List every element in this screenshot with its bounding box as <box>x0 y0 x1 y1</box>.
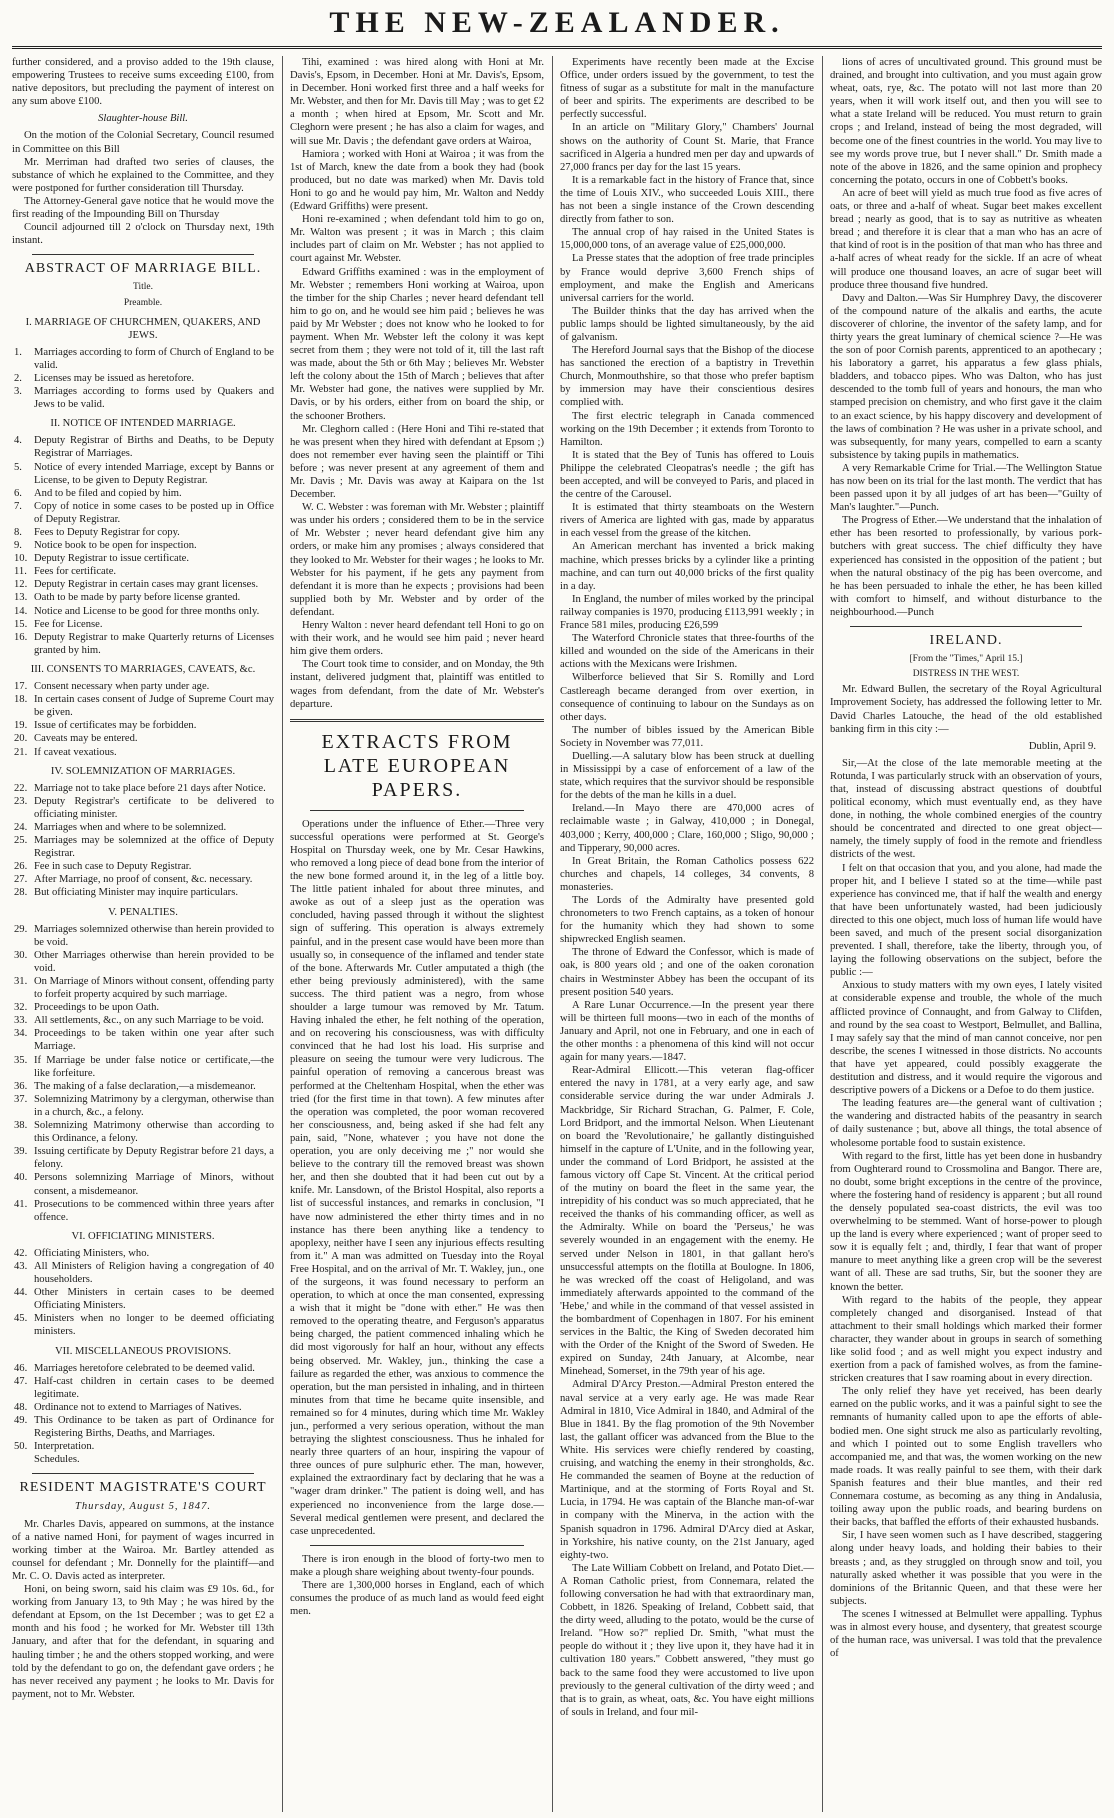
news-items <box>560 56 814 1719</box>
item-text: Deputy Registrar to make Quarterly returns of Licenses granted by him. <box>34 631 274 656</box>
paragraph: W. C. Webster : was foreman with Mr. Webster ; plaintiff was under his orders ; considered them to be in the service of Mr. Webster ; never heard defendant give him any orders, or make him any promises ; always considered that they looked to Mr. Webster for their wages ; he looks to Mr. Webster for his payment, if he gets any payment from defendant it is more than he expects ; provisions had been supplied both by Mr. Webster and by order of the defendant. <box>290 502 544 618</box>
section-item <box>14 782 274 795</box>
paragraph: Mr. Merriman had drafted two series of clauses, the substance of which he explained to the Committee, and they were postponed for further consideration till Thursday. <box>12 156 274 194</box>
paragraph: There are 1,300,000 horses in England, each of which consumes the produce of as much land as would feed eight men. <box>290 1580 544 1618</box>
paragraph: La Presse states that the adoption of free trade principles by France would deprive 3,600 French ships of employment, and make the English and Americans universal carriers for the world. <box>560 253 814 304</box>
paragraph: Henry Walton : never heard defendant tell Honi to go on with their work, and he would see him paid ; never heard him give them orders. <box>290 620 544 658</box>
paragraph: Tihi, examined : was hired along with Honi at Mr. Davis's, Epsom, in December. Honi at Mr. Davis's, Epsom, in December. Honi worked first three and a half weeks for Mr. Webster, and then for Mr. Davis till May ; was to get £2 a month ; when hired at Epsom, Mr. Scott and Mr. Cleghorn were present ; he has also a claim for wages, and will sue Mr. Davis ; the defendant gave orders at Wairoa, <box>290 57 544 147</box>
paragraph: A very Remarkable Crime for Trial.—The Wellington Statue has now been on its trial for the last month. The verdict that has been passed upon it by all judges of art has been—"Guilty of Man's laughter."—Punch. <box>830 462 1102 514</box>
section-item <box>14 539 274 552</box>
item-text: Proceedings to be taken within one year after such Marriage. <box>34 1028 274 1053</box>
item-text: Marriages heretofore celebrated to be deemed valid. <box>34 1362 255 1374</box>
paragraph: In an article on "Military Glory," Chambers' Journal shows on the authority of Count St. Marie, that France sacrificed in Algeria a hundred men per day and upwards of 27,000 francs per day for the last 15 years. <box>560 122 814 173</box>
item-text: Caveats may be entered. <box>34 733 138 745</box>
item-number: 46. <box>14 1362 28 1374</box>
section-item <box>14 500 274 526</box>
item-number: 33. <box>14 1015 28 1027</box>
item-number: 24. <box>14 821 28 833</box>
paragraph: Hamiora ; worked with Honi at Wairoa ; it was from the 1st of March, knew the date from a book they had (book produced, but no date was marked) when Mr. Davis told Honi to go and he would pay him, Mr. Walton and Neddy (Edward Griffiths) were present. <box>290 148 544 213</box>
section-item <box>14 1171 274 1197</box>
item-number: 45. <box>14 1313 28 1325</box>
item-number: 20. <box>14 733 28 745</box>
item-number: 40. <box>14 1172 28 1184</box>
paragraph: The Progress of Ether.—We understand that the inhalation of ether has been resorted to professionally, by various pork-butchers with great success. The chief difficulty they have experienced has consisted in the opposition of the patient ; but when the natural obstinacy of the pig has been overcome, and he has been persuaded to inhale the ether, he has been killed with comfort to himself, and without disturbance to the neighbourhood.—Punch <box>830 515 1102 618</box>
item-number: 13. <box>14 592 28 604</box>
item-text: In certain cases consent of Judge of Supreme Court may be given. <box>34 694 274 719</box>
section-item <box>14 385 274 411</box>
column-divider <box>822 56 823 1812</box>
paragraph: The Builder thinks that the day has arrived when the public lamps should be lighted simultaneously, by the aid of galvanism. <box>560 305 814 343</box>
item-text: Consent necessary when party under age. <box>34 681 210 693</box>
item-number: 43. <box>14 1260 28 1272</box>
item-number: 22. <box>14 782 28 794</box>
item-number: 6. <box>14 487 22 499</box>
section-item <box>14 732 274 745</box>
section-title: VII. MISCELLANEOUS PROVISIONS. <box>55 1345 231 1357</box>
item-text: Marriages solemnized otherwise than herein provided to be void. <box>34 923 274 948</box>
section-item <box>14 1401 274 1414</box>
section-item <box>14 746 274 759</box>
paragraph: There is iron enough in the blood of forty-two men to make a plough share weighing about twenty-four pounds. <box>290 1553 544 1578</box>
item-number: 42. <box>14 1247 28 1259</box>
item-number: 8. <box>14 527 22 538</box>
item-number: 15. <box>14 618 28 630</box>
item-text: This Ordinance to be taken as part of Ordinance for Registering Births, Deaths, and Marriages. <box>34 1415 274 1440</box>
column-1 <box>12 56 274 1812</box>
section-item <box>14 346 274 372</box>
item-number: 17. <box>14 681 28 693</box>
item-number: 10. <box>14 553 28 565</box>
section-item <box>14 834 274 860</box>
item-text: Prosecutions to be commenced within three years after offence. <box>34 1198 274 1223</box>
paragraph: It is a remarkable fact in the history of France that, since the time of Louis XIV., who succeeded Louis XIII., there has not been a single instance of the Crown descending directly from father to son. <box>560 174 814 226</box>
divider <box>32 1473 254 1474</box>
extracts-title: EXTRACTS FROM LATE EUROPEAN PAPERS. <box>321 730 513 801</box>
item-text: Marriage not to take place before 21 days after Notice. <box>34 782 266 794</box>
masthead: THE NEW-ZEALANDER. <box>329 6 785 39</box>
section-item <box>14 860 274 873</box>
item-text: Other Ministers in certain cases to be deemed Officiating Ministers. <box>34 1287 274 1312</box>
item-number: 38. <box>14 1120 28 1132</box>
section-title: II. NOTICE OF INTENDED MARRIAGE. <box>50 418 236 430</box>
section-title: I. MARRIAGE OF CHURCHMEN, QUAKERS, AND JEWS. <box>25 316 261 341</box>
column-divider <box>282 56 283 1812</box>
section-item <box>14 1027 274 1053</box>
paragraph: Rear-Admiral Ellicott.—This veteran flag-officer entered the navy in 1781, at a very early age, and saw considerable service during the war under Admirals J. Mackbridge, Sir Richard Strachan, G. Palmer, F. Cole, Lord Bridport, and the immortal Nelson. When Lieutenant on board the 'Revolutionaire,' he gallantly distinguished himself in the capture of L'Unite, and in the following year, under the command of Lord Bridport, he assisted at the famous victory off Cape St. Vincent. At the critical period of the mutiny on board the fleet in the same year, the intrepidity of his conduct was so much appreciated, that he received the thanks of his commanding officer, as well as the Admiralty. While on board the 'Perseus,' he was severely wounded in an engagement with the enemy. He served under Nelson in 1801, in that gallant hero's unsuccessful attempts on the flotilla at Boulogne. In 1806, he was wrecked off the coast of Heligoland, and was immediately afterwards appointed to the command of the 'Hebe,' and while in the command of that vessel assisted in the bombardment of Copenhagen in 1807. For his eminent services in the Baltic, the King of Sweden decorated him with the Order of the Knight of the Sword of Sweden. He expired on Sunday, 24th January, at Alcombe, near Minehead, Somerset, in the 79th year of his age. <box>560 1065 814 1378</box>
section-item <box>14 886 274 899</box>
item-text: If Marriage be under false notice or certificate,—the like forfeiture. <box>34 1054 274 1079</box>
section-item <box>14 605 274 618</box>
paragraph: The Waterford Chronicle states that three-fourths of the killed and wounded on the side of the Americans in their actions with the Mexicans were Irishmen. <box>560 633 814 671</box>
paragraph: The only relief they have yet received, has been dearly earned on the public works, and it was a painful sight to see the remnants of humanity called upon to ape the efforts of able-bodied men. One sight struck me also as particularly revolting, and which I pointed out to some English travellers who accompanied me, and that was, the women working on the new made roads. It was really painful to see them, with their dark Spanish features and their blue mantles, and their red Connemara costume, as becoming as any thing in Andalusia, toiling away upon the public roads, and bearing burdens on their backs, that baffled the efforts of their exhausted husbands. <box>830 1386 1102 1529</box>
item-text: Fees to Deputy Registrar for copy. <box>34 527 180 538</box>
paragraph: It is estimated that thirty steamboats on the Western rivers of America are lighted with gas, made by apparatus in each vessel from the grease of the kitchen. <box>560 502 814 540</box>
divider <box>310 1545 524 1546</box>
item-text: Proceedings to be upon Oath. <box>34 1002 160 1014</box>
section-item <box>14 434 274 460</box>
paragraph: Anxious to study matters with my own eyes, I lately visited at considerable expense and trouble, the whole of the much afflicted province of Connaught, and from Galway to Clifden, and round by the sea coast to Westport, Belmullet, and Ballina, I may safely say that the mind of man cannot conceive, nor pen describe, the scenes I witnessed in those districts. No accounts that have yet appeared, could possibly exaggerate the destitution and distress, and it would require the vigorous and descriptive powers of a Dickens or a Defoe to do them justice. <box>830 980 1102 1097</box>
section-item <box>14 1119 274 1145</box>
section-item <box>14 1312 274 1338</box>
item-number: 36. <box>14 1080 28 1092</box>
item-number: 3. <box>14 386 22 398</box>
letter-paragraphs <box>830 757 1102 1660</box>
item-number: 16. <box>14 631 28 643</box>
item-text: If caveat vexatious. <box>34 746 117 758</box>
continued-text: further considered, and a proviso added to the 19th clause, empowering Trustees to receive sums exceeding £100, from native depositors, but precluding the payment of interest on any sum above £100. <box>12 57 274 108</box>
item-number: 11. <box>14 566 27 578</box>
paragraph: On the motion of the Colonial Secretary, Council resumed in Committee on this Bill <box>12 130 274 155</box>
paragraph: Sir,—At the close of the late memorable meeting at the Rotunda, I was particularly struck with an observation of yours, that, instead of discussing abstract questions of doubtful political economy, which must eventually end, as they have done, in nothing, the whole combined energies of the country should be concentrated and directed to one great object—namely, the timely supply of food in the remote and friendless districts of the west. <box>830 757 1102 861</box>
paragraph: Edward Griffiths examined : was in the employment of Mr. Webster ; remembers Honi working at Wairoa, upon the timber for the ship Charles ; never heard defendant tell him to go on, and he would see him paid ; believes he was paid by Mr Webster ; does not know who he looked to for payment. When Mr. Webster left the colony it was kept secret from them ; they were not told of it, till the last raft was made, about the 5th or 6th May ; believes Mr. Webster left the colony about the 15th of March ; believes that after Mr. Webster had gone, the natives were supplied by Mr. Davis, or by his orders, either from on board the ship, or the schooner Brothers. <box>290 266 544 422</box>
item-text: And to be filed and copied by him. <box>34 487 182 499</box>
divider <box>310 810 524 811</box>
testimony-paragraphs <box>290 56 544 711</box>
paragraph: The first electric telegraph in Canada commenced working on the 19th December ; it extends from Toronto to Hamilton. <box>560 410 814 448</box>
ireland-source: [From the "Times," April 15.] <box>909 654 1023 665</box>
item-text: Deputy Registrar's certificate to be delivered to officiating minister. <box>34 795 274 820</box>
section-item <box>14 372 274 385</box>
paragraph: With regard to the first, little has yet been done in husbandry from Oughterard round to Crossmolina and Bangor. There are, no doubt, some bright exceptions in the centre of the province, where the fostering hand of residency is apparent ; but all round the densely populated sea-coast districts, the evil was too overwhelming to be stemmed. Want of horse-power to plough up the land is every where experienced ; want of proper seed to sow it is equally felt ; and, thirdly, I fear that want of proper manure to meet anything like a green crop will be the severest want of all. These are sad truths, Sir, but the sooner they are known the better. <box>830 1150 1102 1293</box>
item-text: Notice book to be open for inspection. <box>34 540 197 552</box>
paragraph: Duelling.—A salutary blow has been struck at duelling in Mississippi by a case of enforcement of a law of the state, which requires that the survivor should be responsible for the debts of the man he kills in a duel. <box>560 750 814 802</box>
paragraph: Mr. Charles Davis, appeared on summons, at the instance of a native named Honi, for payment of wages incurred in working timber at the Wairoa. Mr. Bartley attended as counsel for defendant ; Mr. Donnelly for the plaintiff—and Mr. C. O. Davis acted as interpreter. <box>12 1518 274 1582</box>
ireland-title: IRELAND. <box>929 633 1003 649</box>
item-text: Other Marriages otherwise than herein provided to be void. <box>34 949 274 974</box>
item-text: All Ministers of Religion having a congregation of 40 householders. <box>34 1260 274 1286</box>
section-item <box>14 795 274 821</box>
item-number: 5. <box>14 461 22 473</box>
item-number: 48. <box>14 1401 28 1413</box>
paragraph: I felt on that occasion that you, and you alone, had made the proper hit, and I believe I stated so at the time—while past experience has convinced me, that if half the wealth and energy that have been unfortunately wasted, had been judiciously directed to this one object, much loss of human life would have been saved, and much of the present social disorganization prevented. I shall, therefore, take the liberty, through you, of laying the following observations on the subject, before the public :— <box>830 862 1102 979</box>
item-number: 41. <box>14 1198 28 1210</box>
paragraph: In Great Britain, the Roman Catholics possess 622 churches and chapels, 14 colleges, 34 convents, 8 monasteries. <box>560 855 814 893</box>
item-text: Licenses may be issued as heretofore. <box>34 372 195 384</box>
item-number: 26. <box>14 861 28 873</box>
item-text: Half-cast children in certain cases to be deemed legitimate. <box>34 1375 274 1400</box>
item-number: 47. <box>14 1375 28 1387</box>
paragraph: In England, the number of miles worked by the principal railway companies is 1970, producing £113,991 weekly ; in France 581 miles, producing £26,599 <box>560 593 814 632</box>
item-text: Marriages according to forms used by Quakers and Jews to be valid. <box>34 386 274 411</box>
column-4 <box>830 56 1102 1812</box>
item-number: 19. <box>14 720 28 732</box>
paragraph: Mr. Cleghorn called : (Here Honi and Tihi re-stated that he was present when they hired with defendant at Epsom ;) does not remember ever having seen the plaintiff or Tihi before ; was never present at any agreement of them and Mr. Davis ; Mr. Davis was away at Kaipara on the 1st December. <box>290 423 544 501</box>
paragraph: The Hereford Journal says that the Bishop of the diocese has sanctioned the erection of a baptistry in Trevethin Church, Monmouthshire, so that those who prefer baptism by immersion may have their conscientious desires complied with. <box>560 345 814 409</box>
court-title: RESIDENT MAGISTRATE'S COURT <box>19 1480 267 1496</box>
item-text: Deputy Registrar in certain cases may grant licenses. <box>34 579 259 591</box>
section-item <box>14 631 274 657</box>
section-item <box>14 873 274 886</box>
court-date: Thursday, August 5, 1847. <box>74 1501 212 1513</box>
section-item <box>14 578 274 591</box>
section-item <box>14 949 274 975</box>
section-item <box>14 526 274 539</box>
item-number: 12. <box>14 579 28 591</box>
section-item <box>14 1247 274 1260</box>
double-rule <box>290 719 544 722</box>
news-items <box>830 56 1102 619</box>
item-number: 7. <box>14 500 22 512</box>
paragraph: The throne of Edward the Confessor, which is made of oak, is 800 years old ; and one of the oaken coronation chairs in Westminster Abbey has been the occupant of its present position 540 years. <box>560 947 814 998</box>
column-3 <box>560 56 814 1812</box>
item-text: Persons solemnizing Marriage of Minors, without consent, a misdemeanor. <box>34 1172 274 1197</box>
item-text: After Marriage, no proof of consent, &c. necessary. <box>34 874 253 886</box>
paragraph: An acre of beet will yield as much true food as five acres of oats, or three and a-half of wheat. Sugar beet makes excellent bread ; nearly as good, that is to say as nutritive as wheaten bread ; and therefore it is clear that a man who has an acre of that kind of root is in the position of that man who has three and a-half acres of wheat ready for the sickle. If an acre of wheat will produce one thousand loaves, an acre of sugar beet will produce three thousand five hundred. <box>830 187 1102 291</box>
paragraph: The number of bibles issued by the American Bible Society in November was 77,011. <box>560 724 814 749</box>
section-item <box>14 487 274 500</box>
item-text: The making of a false declaration,—a misdemeanor. <box>34 1080 256 1092</box>
section-item <box>14 1440 274 1453</box>
item-number: 1. <box>14 346 22 358</box>
paragraph: An American merchant has invented a brick making machine, which presses bricks by a cylinder like a printing machine, and can turn out 40,000 bricks of the first quality in a day. <box>560 541 814 592</box>
item-text: Marriages according to form of Church of England to be valid. <box>34 346 274 371</box>
section-item <box>14 618 274 631</box>
section-item <box>14 552 274 565</box>
paragraph: Davy and Dalton.—Was Sir Humphrey Davy, the discoverer of the compound nature of the alkalis and earths, the acute discoverer of chlorine, the inventor of the safety lamp, and for thirty years the great luminary of chemical science ?—He was the son of poor Cornish parents, apprenticed to an apothecary ; his laboratory a garret, his apparatus a few glass phials, bladders, and tobacco pipes. Who was Dalton, who has just descended to the tomb full of years and honours, the man who stamped precision on chemistry, and who first gave it the claim to an exact science, by his happy discovery and development of the laws of combination ? He was usher in a private school, and was subsequently, for many years, compelled to earn a scanty subsistence by taking pupils in mathematics. <box>830 292 1102 461</box>
section-item <box>14 821 274 834</box>
item-text: Copy of notice in some cases to be posted up in Office of Deputy Registrar. <box>34 500 274 525</box>
section-item <box>14 591 274 604</box>
section-item <box>14 1198 274 1224</box>
section-item <box>14 1414 274 1440</box>
item-number: 34. <box>14 1028 28 1040</box>
item-text: But officiating Minister may inquire particulars. <box>34 887 238 899</box>
section-item <box>14 1145 274 1171</box>
item-text: Marriages when and where to be solemnized. <box>34 821 227 833</box>
paragraph: A Rare Lunar Occurrence.—In the present year there will be thirteen full moons—two in each of the months of January and April, not one in February, and one in each of the other months : a phenomena of this kind will not occur again for many years.—1847. <box>560 999 814 1064</box>
section-item <box>14 923 274 949</box>
abstract-marriage-bill-title: ABSTRACT OF MARRIAGE BILL. <box>24 261 262 277</box>
item-text: Issue of certificates may be forbidden. <box>34 720 197 732</box>
section-item <box>14 975 274 1001</box>
item-text: Fee for License. <box>34 618 103 630</box>
section-item <box>14 1286 274 1312</box>
paragraph: With regard to the habits of the people, they appear completely changed and disorganised. Instead of that attachment to their small holdings which marked their former character, they wander about in groups in search of something like solid food ; and as well might you expect industry and exertion from a pack of famished wolves, as from the famine-stricken creatures that I saw roaming about in every direction. <box>830 1294 1102 1385</box>
item-text: Schedules. <box>34 1454 80 1466</box>
item-number <box>14 1453 34 1466</box>
divider <box>850 626 1082 627</box>
section-item <box>14 1260 274 1286</box>
section-item <box>14 461 274 487</box>
section-title: IV. SOLEMNIZATION OF MARRIAGES. <box>50 765 236 777</box>
item-number: 14. <box>14 605 28 617</box>
item-text: All settlements, &c., on any such Marriage to be void. <box>34 1015 264 1027</box>
item-number: 2. <box>14 372 22 384</box>
dateline: Dublin, April 9. <box>1028 740 1096 752</box>
divider <box>32 254 254 255</box>
paragraph: Sir, I have seen women such as I have described, staggering along under heavy loads, and holding their babies to their breasts ; and, as they struggled on through snow and toil, you naturally asked whether it was possible that you were in the dominions of the Britannic Queen, and that these were her subjects. <box>830 1530 1102 1607</box>
item-text: Deputy Registrar of Births and Deaths, to be Deputy Registrar of Marriages. <box>34 435 274 460</box>
section-title: III. CONSENTS TO MARRIAGES, CAVEATS, &c. <box>30 663 256 675</box>
item-number: 32. <box>14 1002 28 1014</box>
item-text: Deputy Registrar to issue certificate. <box>34 553 190 565</box>
paragraph: Operations under the influence of Ether.—Three very successful operations were performed at St. George's Hospital on Thursday week, one by Mr. Cesar Hawkins, who removed a long piece of dead bone from the interior of the new bone formed around it, in the leg of a little boy. The little patient inhaled for about three minutes, and awoke as out of a sleep just as the operation was concluded, having passed through it without the slightest sign of suffering. This operation is always extremely painful, and in the present case would have been more than usually so, in consequence of the inflamed and tender state of the bone. Afterwards Mr. Cutler amputated a thigh (the ether being previously administered), with the same success. The third patient was a negro, from whose shoulder a large tumour was removed by Mr. Tatum. Having inhaled the ether, he felt nothing of the operation, and on recovering his consciousness, was with difficulty convinced that he had lost his load. His surprise and pleasure on seeing the tumour were very ludicrous. The painful operation of removing a cancerous breast was performed at the Cheltenham Hospital, when the ether was tried (for the first time in that town). A few minutes after the operation was completed, the poor woman recovered her consciousness, and, being asked if she had felt any pain, said, "None, whatever ; you have not done the operation, you are only deceiving me ;" nor would she believe to the contrary till the removed breast was shown her, and then she doubted that it had been cut out by a knife. Mr. Lansdown, of the Bristol Hospital, also reports a list of successful instances, and remarks in conclusion, "I have now administered the ether thirty times and in no instance has there been anything like a tendency to apoplexy, neither have I seen any injurious effects resulting from it." A man was admitted on Tuesday into the Royal Free Hospital, and on the arrival of Mr. T. Wakley, jun., one of the surgeons, it was found necessary to perform an operation, to which at once the man consented, expressing a wish that it might be "done with ether." He was then removed to the operating theatre, and Ferguson's apparatus being charged, the patient commenced inhaling which he did most vigorously for half an hour, without any effects being observed. Mr. Wakley, jun., thinking the case a failure as regarded the ether, was anxious to commence the operation, but the man persisted in inhaling, and in thirteen minutes from that time he became quite insensible, and remained so for 4 minutes, during which time Mr. Wakley jun., performed a very serious operation, without the man betraying the slightest consciousness. Thus he inhaled for nearly three quarters of an hour, inspiring the vapour of three ounces of pure sulphuric ether. The man, however, explained the extraordinary fact by declaring that he was a "wager dram drinker." The patient is doing well, and has experienced no inconvenience from the large dose.—Several medical gentlemen were present, and declared the case unprecedented. <box>290 818 544 1537</box>
abstract-label: Title. <box>133 282 153 293</box>
bill-sections <box>12 316 274 1467</box>
item-text: Notice of every intended Marriage, except by Banns or License, to be given to Deputy Registrar. <box>34 461 274 486</box>
paragraph: Ireland.—In Mayo there are 470,000 acres of reclaimable waste ; in Galway, 410,000 ; in Donegal, 403,000 ; Kerry, 400,000 ; Clare, 160,000 ; Sligo, 90,000 ; and Tipperary, 90,000 acres. <box>560 803 814 854</box>
item-text: Notice and License to be good for three months only. <box>34 605 260 617</box>
paragraph: The Court took time to consider, and on Monday, the 9th instant, delivered judgment that, plaintiff was entitled to wages from defendant, from the date of Mr. Webster's departure. <box>290 659 544 710</box>
paragraph: The annual crop of hay raised in the United States is 15,000,000 tons, of an average value of £25,000,000. <box>560 227 814 252</box>
item-number: 27. <box>14 874 28 886</box>
paragraph: Mr. Edward Bullen, the secretary of the Royal Agricultural Improvement Society, has addressed the following letter to Mr. David Charles Latouche, the head of the old established banking firm in this city :— <box>830 684 1102 735</box>
section-item <box>14 1453 274 1466</box>
item-number: 50. <box>14 1441 28 1453</box>
section-item <box>14 565 274 578</box>
paragraph: The Lords of the Admiralty have presented gold chronometers to two French captains, as a token of honour for the humanity which they had shown to some shipwrecked English seamen. <box>560 895 814 946</box>
item-number: 28. <box>14 887 28 899</box>
paragraph: Council adjourned till 2 o'clock on Thursday next, 19th instant. <box>12 222 274 247</box>
paragraph: lions of acres of uncultivated ground. This ground must be drained, and brought into cultivation, and you must again grow wheat, oats, rye, &c. The potato will not last more than 20 years, when it will work itself out, and then you will see to what a state Ireland will be reduced. You must return to grain crops ; and Ireland, instead of being the most degraded, will become one of the finest countries in the world. You may live to see my words prove true, but I never shall." Dr. Smith made a note of the above in 1826, and the same opinion and prophecy concerning the potato, occurs in one of Cobbett's books. <box>830 57 1102 186</box>
item-number: 44. <box>14 1287 28 1299</box>
item-number: 18. <box>14 694 28 706</box>
paragraph: The leading features are—the general want of cultivation ; the wandering and distracted habits of the peasantry in search of daily sustenance ; but, above all things, the total absence of wholesome portable food to sustain existence. <box>830 1098 1102 1149</box>
item-text: Ordinance not to extend to Marriages of Natives. <box>34 1401 242 1413</box>
section-item <box>14 1080 274 1093</box>
section-item <box>14 719 274 732</box>
item-number: 35. <box>14 1054 28 1066</box>
item-number: 37. <box>14 1093 28 1105</box>
paragraph: Experiments have recently been made at the Excise Office, under orders issued by the government, to test the fitness of sugar as a substitute for malt in the manufacture of beer and spirits. The experiments are described to be perfectly successful. <box>560 57 814 121</box>
item-text: Fees for certificate. <box>34 566 117 578</box>
slaughter-house-bill-title: Slaughter-house Bill. <box>98 113 188 125</box>
item-number: 30. <box>14 949 28 961</box>
item-text: Issuing certificate by Deputy Registrar before 21 days, a felony. <box>34 1146 274 1171</box>
item-text: Solemnizing Matrimony by a clergyman, otherwise than in a church, &c., a felony. <box>34 1093 274 1118</box>
column-divider <box>552 56 553 1812</box>
ireland-subhead: DISTRESS IN THE WEST. <box>912 669 1020 680</box>
paragraph: The Attorney-General gave notice that he would move the first reading of the Impounding Bill on Thursday <box>12 195 274 221</box>
paragraph: Honi re-examined ; when defendant told him to go on, Mr. Walton was present ; it was in March ; this claim includes part of claim on Mr. Webster ; has not applied to court against Mr. Webster. <box>290 214 544 265</box>
section-item <box>14 1093 274 1119</box>
item-text: Marriages may be solemnized at the office of Deputy Registrar. <box>34 835 274 860</box>
paragraph: Wilberforce believed that Sir S. Romilly and Lord Castlereagh became deranged from over exertion, in consequence of continuing to labour on the Sundays as on other days. <box>560 672 814 723</box>
item-number: 23. <box>14 795 28 807</box>
item-number: 9. <box>14 540 22 552</box>
item-number: 4. <box>14 435 22 447</box>
paragraph: It is stated that the Bey of Tunis has offered to Louis Philippe the celebrated Cleopatras's needle ; the gift has been accepted, and will be conveyed to Paris, and placed in the centre of the Carousel. <box>560 449 814 501</box>
section-item <box>14 1375 274 1401</box>
item-text: On Marriage of Minors without consent, offending party to forfeit property acquired by such marriage. <box>34 976 274 1001</box>
paragraph: Admiral D'Arcy Preston.—Admiral Preston entered the naval service at a very early age. He was made Rear Admiral in 1810, Vice Admiral in 1840, and Admiral of the Blue in 1841. By the flag promotion of the 9th November last, the gallant officer was advanced from the Blue to the White. His services were chiefly rendered by coasting, cruising, and watching the enemy in their strongholds, &c. He commanded the seamen of Boyne at the reduction of Martinique, and at the storming of Forts Royal and St. Lucia, in 1794. He was captain of the Blanche man-of-war in company with the Minerva, in the action with the Spanish squadron in 1796. Admiral D'Arcy died at Askar, in Yorkshire, his native county, on the 21st January, aged eighty-two. <box>560 1379 814 1561</box>
item-text: Solemnizing Matrimony otherwise than according to this Ordinance, a felony. <box>34 1120 274 1145</box>
abstract-label: Preamble. <box>123 297 163 308</box>
item-text: Ministers when no longer to be deemed officiating ministers. <box>34 1313 274 1338</box>
paragraph: The Late William Cobbett on Ireland, and Potato Diet.—A Roman Catholic priest, from Connemara, related the following conversation he had with that extraordinary man, Cobbett, in 1826. Speaking of Ireland, Cobbett said, that the dirty weed, alluding to the potato, would be the curse of Ireland. "How so?" replied Dr. Smith, "what must the people do without it ; they live upon it, they have had it in cultivation 180 years." Cobbett answered, "they must go back to the same food they were accustomed to live upon previously to the general cultivation of the dirty weed ; and that is to grain, as wheat, oats, &c. You have eight millions of souls in Ireland, and four mil- <box>560 1562 814 1718</box>
paragraph: Honi, on being sworn, said his claim was £9 10s. 6d., for working from January 13, to 9th May ; he was hired by the defendant at Epsom, on the 1st December ; was to get £2 a month and his food ; he worked for Mr. Webster till 13th January, and after that for the defendant, in squaring and hauling timber ; he and the others stopped working, and were told by the defendant to go on, the defendant gave orders ; he has never received any payment ; he looks to Mr. Davis for payment, not to Mr. Webster. <box>12 1584 274 1700</box>
paragraph: The scenes I witnessed at Belmullet were appalling. Typhus was in almost every house, and dysentery, that greatest scourge of the human race, was universal. I was told that the prevalence of <box>830 1608 1102 1660</box>
column-2 <box>290 56 544 1812</box>
item-number: 25. <box>14 835 28 847</box>
item-number: 31. <box>14 976 28 987</box>
item-text: Officiating Ministers, who. <box>34 1247 150 1259</box>
section-title: VI. OFFICIATING MINISTERS. <box>71 1230 215 1242</box>
item-text: Fee in such case to Deputy Registrar. <box>34 861 192 873</box>
item-number: 49. <box>14 1415 28 1426</box>
section-item <box>14 1362 274 1375</box>
section-item <box>14 1054 274 1080</box>
section-item <box>14 1014 274 1027</box>
section-item <box>14 680 274 693</box>
masthead-rule <box>12 46 1102 49</box>
item-text: Interpretation. <box>34 1441 95 1453</box>
item-number: 39. <box>14 1146 28 1158</box>
section-item <box>14 693 274 719</box>
section-item <box>14 1001 274 1014</box>
section-title: V. PENALTIES. <box>108 906 178 918</box>
item-number: 21. <box>14 746 28 758</box>
item-number: 29. <box>14 923 28 935</box>
item-text: Oath to be made by party before license granted. <box>34 592 241 604</box>
